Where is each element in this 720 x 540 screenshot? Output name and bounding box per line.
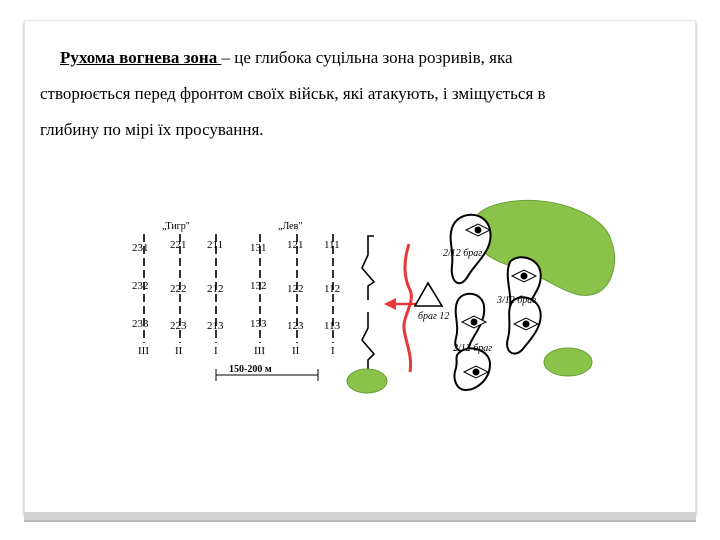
battery-number: III <box>138 345 149 357</box>
grid-number: 213 <box>207 320 224 332</box>
battery-number: I <box>214 345 218 357</box>
grid-number: 221 <box>170 239 187 251</box>
grid-number: 223 <box>170 320 187 332</box>
grid-number: 211 <box>207 239 224 251</box>
battery-number: II <box>175 345 183 357</box>
terrain-patch <box>347 369 387 393</box>
definition-line-2: створюється перед фронтом своїх військ, які атакують, і зміщується в <box>40 84 546 103</box>
definition-term: Рухома вогнева зона <box>60 48 222 67</box>
group-label-lion: „Лев" <box>278 221 303 232</box>
grid-number: 212 <box>207 283 224 295</box>
fire-line <box>404 244 411 372</box>
enemy-label: 2/12 браг <box>443 248 483 259</box>
grid-number: 112 <box>324 283 341 295</box>
enemy-area <box>474 200 615 295</box>
battery-number: II <box>292 345 300 357</box>
observation-post-icon <box>415 283 442 306</box>
grid-number: 123 <box>287 320 304 332</box>
distance-label: 150-200 м <box>229 364 272 375</box>
enemy-label: 3/12 браг <box>497 295 537 306</box>
grid-number: 121 <box>287 239 304 251</box>
definition-line-3: глибину по мірі їх просування. <box>40 120 264 139</box>
battery-number: III <box>254 345 265 357</box>
grid-number: 231 <box>132 242 149 254</box>
barrier-lines <box>362 236 374 372</box>
group-label-tiger: „Тигр" <box>162 221 190 232</box>
grid-number: 233 <box>132 318 149 330</box>
grid-number: 131 <box>250 242 267 254</box>
grid-number: 122 <box>287 283 304 295</box>
grid-number: 133 <box>250 318 267 330</box>
grid-number: 232 <box>132 280 149 292</box>
grid-number: 111 <box>324 239 340 251</box>
enemy-area-small <box>544 348 592 376</box>
enemy-label: 2/12 браг <box>453 343 493 354</box>
definition-line-1: – це глибока суцільна зона розривів, яка <box>221 48 513 67</box>
battery-number: I <box>331 345 335 357</box>
grid-number: 222 <box>170 283 187 295</box>
enemy-label: браг 12 <box>418 311 450 322</box>
grid-number: 132 <box>250 280 267 292</box>
arrow-head <box>384 298 396 310</box>
grid-number: 113 <box>324 320 341 332</box>
